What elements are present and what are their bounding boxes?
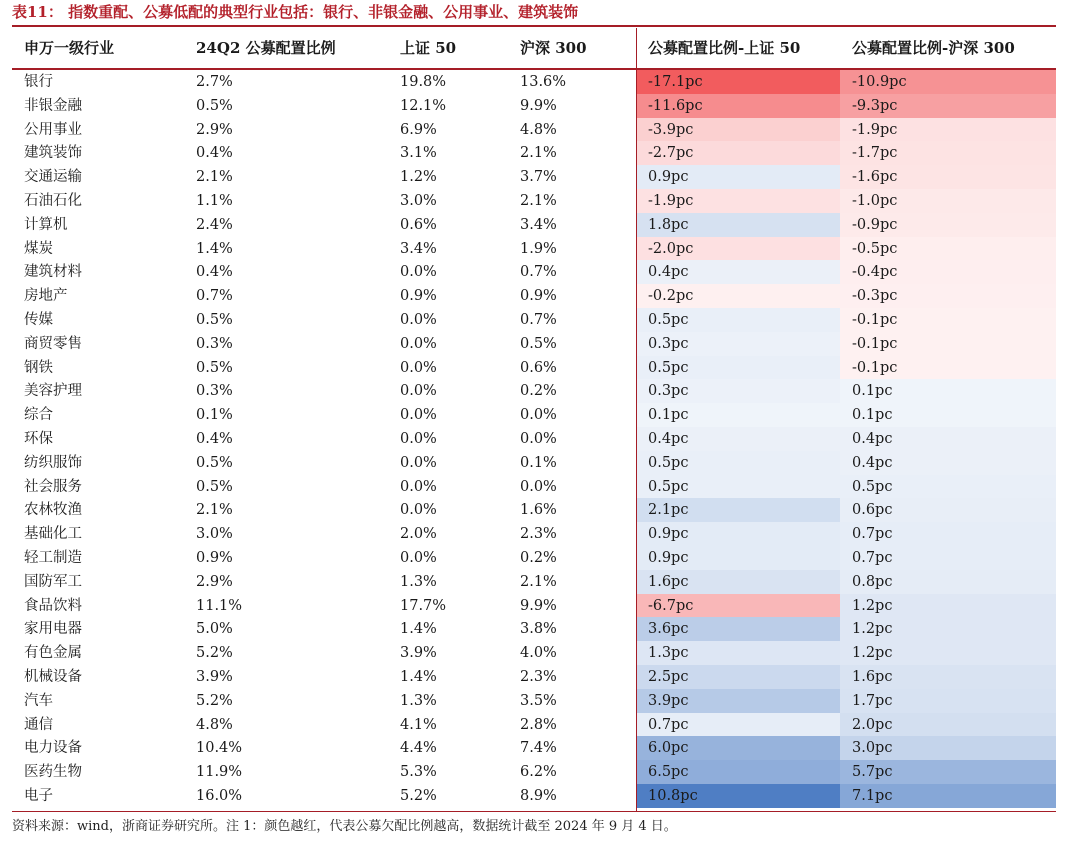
cell-hs300: 2.3% xyxy=(520,526,557,543)
cell-hs300: 9.9% xyxy=(520,97,557,114)
cell-fund-ratio: 0.4% xyxy=(196,430,233,447)
cell-hs300: 2.1% xyxy=(520,145,557,162)
cell-industry: 建筑装饰 xyxy=(24,145,82,162)
header-fund-ratio: 24Q2 公募配置比例 xyxy=(196,39,336,57)
cell-fund-ratio: 0.3% xyxy=(196,383,233,400)
cell-sz50: 0.0% xyxy=(400,383,437,400)
top-rule xyxy=(12,25,1056,27)
cell-industry: 商贸零售 xyxy=(24,335,82,352)
cell-fund-ratio: 1.1% xyxy=(196,192,233,209)
table-row xyxy=(12,379,1056,403)
cell-hs300: 8.9% xyxy=(520,787,557,804)
cell-industry: 基础化工 xyxy=(24,526,82,543)
cell-industry: 电子 xyxy=(24,787,53,804)
cell-diff-hs300: 0.6pc xyxy=(852,502,893,519)
table-body xyxy=(12,70,1056,808)
cell-industry: 公用事业 xyxy=(24,121,82,138)
cell-fund-ratio: 16.0% xyxy=(196,787,243,804)
table-row xyxy=(12,70,1056,94)
cell-fund-ratio: 0.4% xyxy=(196,145,233,162)
cell-diff-hs300: -0.5pc xyxy=(852,240,898,257)
cell-diff-sz50: 0.4pc xyxy=(648,264,689,281)
table-row xyxy=(12,284,1056,308)
column-separator xyxy=(636,28,637,811)
table-row xyxy=(12,356,1056,380)
cell-industry: 医药生物 xyxy=(24,764,82,781)
cell-diff-hs300: 0.1pc xyxy=(852,383,893,400)
cell-diff-sz50: 1.3pc xyxy=(648,645,689,662)
cell-industry: 汽车 xyxy=(24,692,53,709)
cell-fund-ratio: 11.9% xyxy=(196,764,243,781)
cell-diff-hs300: -1.7pc xyxy=(852,145,898,162)
cell-industry: 环保 xyxy=(24,430,53,447)
cell-fund-ratio: 0.9% xyxy=(196,549,233,566)
cell-diff-sz50: 0.9pc xyxy=(648,169,689,186)
cell-fund-ratio: 0.5% xyxy=(196,478,233,495)
cell-industry: 家用电器 xyxy=(24,621,82,638)
cell-sz50: 0.0% xyxy=(400,549,437,566)
cell-sz50: 0.0% xyxy=(400,311,437,328)
cell-industry: 有色金属 xyxy=(24,645,82,662)
cell-diff-sz50: 2.1pc xyxy=(648,502,689,519)
cell-diff-hs300: 1.6pc xyxy=(852,668,893,685)
cell-hs300: 13.6% xyxy=(520,74,567,90)
cell-diff-hs300: -1.6pc xyxy=(852,169,898,186)
cell-diff-sz50: 0.9pc xyxy=(648,526,689,543)
cell-sz50: 0.0% xyxy=(400,407,437,424)
cell-sz50: 3.9% xyxy=(400,645,437,662)
table-row xyxy=(12,332,1056,356)
cell-hs300: 0.9% xyxy=(520,288,557,305)
cell-hs300: 2.3% xyxy=(520,668,557,685)
cell-diff-sz50: 0.5pc xyxy=(648,359,689,376)
table-row xyxy=(12,213,1056,237)
cell-hs300: 2.1% xyxy=(520,192,557,209)
cell-diff-sz50: 0.3pc xyxy=(648,383,689,400)
cell-hs300: 1.6% xyxy=(520,502,557,519)
cell-diff-hs300: -9.3pc xyxy=(852,97,898,114)
cell-hs300: 1.9% xyxy=(520,240,557,257)
cell-diff-sz50: 1.6pc xyxy=(648,573,689,590)
table-row xyxy=(12,760,1056,784)
cell-industry: 通信 xyxy=(24,716,53,733)
cell-sz50: 0.0% xyxy=(400,478,437,495)
cell-hs300: 0.0% xyxy=(520,407,557,424)
cell-hs300: 9.9% xyxy=(520,597,557,614)
cell-hs300: 0.2% xyxy=(520,383,557,400)
cell-fund-ratio: 0.5% xyxy=(196,359,233,376)
cell-industry: 农林牧渔 xyxy=(24,502,82,519)
cell-diff-sz50: 0.7pc xyxy=(648,716,689,733)
cell-sz50: 0.9% xyxy=(400,288,437,305)
cell-sz50: 1.4% xyxy=(400,621,437,638)
table-row xyxy=(12,736,1056,760)
cell-diff-sz50: 10.8pc xyxy=(648,787,698,804)
cell-industry: 机械设备 xyxy=(24,668,82,685)
cell-diff-sz50: -17.1pc xyxy=(648,74,703,90)
table-row xyxy=(12,689,1056,713)
table-row xyxy=(12,498,1056,522)
cell-hs300: 2.8% xyxy=(520,716,557,733)
cell-diff-sz50: 3.9pc xyxy=(648,692,689,709)
table-row xyxy=(12,475,1056,499)
cell-industry: 食品饮料 xyxy=(24,597,82,614)
cell-diff-hs300: 3.0pc xyxy=(852,740,893,757)
cell-hs300: 0.0% xyxy=(520,478,557,495)
table-row xyxy=(12,594,1056,618)
cell-diff-hs300: 1.2pc xyxy=(852,597,893,614)
table-row xyxy=(12,665,1056,689)
cell-industry: 传媒 xyxy=(24,311,53,328)
cell-diff-sz50: -11.6pc xyxy=(648,97,703,114)
table-row xyxy=(12,784,1056,808)
table-row xyxy=(12,570,1056,594)
cell-diff-sz50: 3.6pc xyxy=(648,621,689,638)
cell-hs300: 3.7% xyxy=(520,169,557,186)
cell-hs300: 0.7% xyxy=(520,264,557,281)
cell-diff-sz50: -2.0pc xyxy=(648,240,694,257)
cell-industry: 计算机 xyxy=(24,216,68,233)
table-header xyxy=(12,28,1056,68)
cell-sz50: 19.8% xyxy=(400,74,447,90)
cell-industry: 银行 xyxy=(24,74,53,90)
table-row xyxy=(12,94,1056,118)
cell-sz50: 3.1% xyxy=(400,145,437,162)
cell-diff-sz50: 0.5pc xyxy=(648,454,689,471)
cell-diff-sz50: -3.9pc xyxy=(648,121,694,138)
cell-industry: 纺织服饰 xyxy=(24,454,82,471)
cell-diff-hs300: 1.7pc xyxy=(852,692,893,709)
cell-hs300: 0.5% xyxy=(520,335,557,352)
cell-sz50: 3.4% xyxy=(400,240,437,257)
table-row xyxy=(12,427,1056,451)
cell-diff-hs300: -0.9pc xyxy=(852,216,898,233)
cell-diff-hs300: 0.8pc xyxy=(852,573,893,590)
header-sz50: 上证 50 xyxy=(400,39,457,57)
cell-fund-ratio: 2.7% xyxy=(196,74,233,90)
cell-diff-sz50: -2.7pc xyxy=(648,145,694,162)
cell-hs300: 4.8% xyxy=(520,121,557,138)
header-hs300: 沪深 300 xyxy=(520,39,587,57)
cell-industry: 煤炭 xyxy=(24,240,53,257)
cell-diff-sz50: 2.5pc xyxy=(648,668,689,685)
cell-diff-sz50: 0.1pc xyxy=(648,407,689,424)
cell-sz50: 17.7% xyxy=(400,597,447,614)
cell-diff-hs300: -0.1pc xyxy=(852,311,898,328)
cell-sz50: 3.0% xyxy=(400,192,437,209)
cell-sz50: 0.0% xyxy=(400,502,437,519)
cell-fund-ratio: 5.2% xyxy=(196,692,233,709)
cell-sz50: 5.2% xyxy=(400,787,437,804)
cell-hs300: 2.1% xyxy=(520,573,557,590)
cell-sz50: 5.3% xyxy=(400,764,437,781)
cell-fund-ratio: 2.1% xyxy=(196,169,233,186)
table-title: 表11： 指数重配、公募低配的典型行业包括：银行、非银金融、公用事业、建筑装饰 xyxy=(12,3,579,21)
cell-fund-ratio: 3.0% xyxy=(196,526,233,543)
table-row xyxy=(12,260,1056,284)
table-row xyxy=(12,617,1056,641)
table-row xyxy=(12,189,1056,213)
cell-fund-ratio: 5.2% xyxy=(196,645,233,662)
cell-industry: 美容护理 xyxy=(24,383,82,400)
table-row xyxy=(12,118,1056,142)
cell-diff-sz50: -1.9pc xyxy=(648,192,694,209)
cell-fund-ratio: 2.9% xyxy=(196,121,233,138)
cell-diff-sz50: 0.9pc xyxy=(648,549,689,566)
cell-industry: 综合 xyxy=(24,407,53,424)
cell-diff-sz50: 1.8pc xyxy=(648,216,689,233)
cell-diff-hs300: -0.3pc xyxy=(852,288,898,305)
table-row xyxy=(12,237,1056,261)
table-row xyxy=(12,546,1056,570)
table-row xyxy=(12,403,1056,427)
cell-diff-hs300: 0.7pc xyxy=(852,549,893,566)
cell-industry: 社会服务 xyxy=(24,478,82,495)
cell-industry: 非银金融 xyxy=(24,97,82,114)
cell-diff-hs300: -10.9pc xyxy=(852,74,907,90)
source-note: 资料来源：wind，浙商证券研究所。注 1：颜色越红，代表公募欠配比例越高，数据统计截至 2024 年 9 月 4 日。 xyxy=(12,819,677,834)
cell-fund-ratio: 5.0% xyxy=(196,621,233,638)
cell-fund-ratio: 0.1% xyxy=(196,407,233,424)
cell-industry: 钢铁 xyxy=(24,359,53,376)
cell-sz50: 4.4% xyxy=(400,740,437,757)
cell-fund-ratio: 0.4% xyxy=(196,264,233,281)
cell-diff-sz50: 0.5pc xyxy=(648,478,689,495)
cell-hs300: 0.7% xyxy=(520,311,557,328)
table-row xyxy=(12,641,1056,665)
cell-diff-hs300: 1.2pc xyxy=(852,645,893,662)
cell-diff-sz50: 6.5pc xyxy=(648,764,689,781)
cell-sz50: 1.4% xyxy=(400,668,437,685)
cell-diff-hs300: 0.7pc xyxy=(852,526,893,543)
cell-fund-ratio: 3.9% xyxy=(196,668,233,685)
cell-sz50: 6.9% xyxy=(400,121,437,138)
cell-diff-hs300: 0.1pc xyxy=(852,407,893,424)
cell-diff-hs300: -0.1pc xyxy=(852,359,898,376)
cell-fund-ratio: 2.4% xyxy=(196,216,233,233)
cell-fund-ratio: 11.1% xyxy=(196,597,243,614)
cell-hs300: 4.0% xyxy=(520,645,557,662)
cell-hs300: 3.8% xyxy=(520,621,557,638)
cell-sz50: 0.6% xyxy=(400,216,437,233)
cell-hs300: 7.4% xyxy=(520,740,557,757)
table-row xyxy=(12,522,1056,546)
cell-fund-ratio: 10.4% xyxy=(196,740,243,757)
cell-hs300: 6.2% xyxy=(520,764,557,781)
cell-diff-sz50: -0.2pc xyxy=(648,288,694,305)
table-row xyxy=(12,308,1056,332)
cell-sz50: 0.0% xyxy=(400,359,437,376)
cell-industry: 建筑材料 xyxy=(24,264,82,281)
cell-hs300: 0.0% xyxy=(520,430,557,447)
cell-industry: 轻工制造 xyxy=(24,549,82,566)
cell-fund-ratio: 0.3% xyxy=(196,335,233,352)
cell-industry: 房地产 xyxy=(24,288,68,305)
cell-hs300: 0.2% xyxy=(520,549,557,566)
cell-diff-hs300: 2.0pc xyxy=(852,716,893,733)
cell-sz50: 1.3% xyxy=(400,692,437,709)
table-row xyxy=(12,141,1056,165)
cell-diff-hs300: 5.7pc xyxy=(852,764,893,781)
cell-diff-hs300: 0.5pc xyxy=(852,478,893,495)
cell-diff-sz50: 0.4pc xyxy=(648,430,689,447)
cell-sz50: 0.0% xyxy=(400,264,437,281)
cell-fund-ratio: 1.4% xyxy=(196,240,233,257)
cell-fund-ratio: 2.9% xyxy=(196,573,233,590)
cell-sz50: 0.0% xyxy=(400,454,437,471)
cell-industry: 国防军工 xyxy=(24,573,82,590)
cell-sz50: 0.0% xyxy=(400,430,437,447)
cell-fund-ratio: 4.8% xyxy=(196,716,233,733)
cell-hs300: 0.1% xyxy=(520,454,557,471)
cell-diff-sz50: 0.5pc xyxy=(648,311,689,328)
cell-sz50: 12.1% xyxy=(400,97,447,114)
cell-sz50: 0.0% xyxy=(400,335,437,352)
cell-fund-ratio: 0.5% xyxy=(196,454,233,471)
cell-sz50: 1.3% xyxy=(400,573,437,590)
bottom-rule xyxy=(12,811,1056,812)
cell-industry: 石油石化 xyxy=(24,192,82,209)
table-row xyxy=(12,165,1056,189)
cell-hs300: 0.6% xyxy=(520,359,557,376)
cell-fund-ratio: 2.1% xyxy=(196,502,233,519)
header-diff-sz50: 公募配置比例-上证 50 xyxy=(648,39,801,57)
cell-diff-sz50: 6.0pc xyxy=(648,740,689,757)
cell-diff-hs300: -0.1pc xyxy=(852,335,898,352)
cell-hs300: 3.4% xyxy=(520,216,557,233)
cell-diff-sz50: 0.3pc xyxy=(648,335,689,352)
table-row xyxy=(12,713,1056,737)
cell-diff-hs300: 0.4pc xyxy=(852,430,893,447)
cell-diff-hs300: 0.4pc xyxy=(852,454,893,471)
cell-diff-hs300: 1.2pc xyxy=(852,621,893,638)
cell-diff-hs300: -0.4pc xyxy=(852,264,898,281)
cell-fund-ratio: 0.7% xyxy=(196,288,233,305)
header-diff-hs300: 公募配置比例-沪深 300 xyxy=(852,39,1015,57)
cell-sz50: 2.0% xyxy=(400,526,437,543)
cell-sz50: 1.2% xyxy=(400,169,437,186)
cell-industry: 电力设备 xyxy=(24,740,82,757)
header-industry: 申万一级行业 xyxy=(24,39,115,57)
cell-diff-hs300: 7.1pc xyxy=(852,787,893,804)
cell-hs300: 3.5% xyxy=(520,692,557,709)
table-row xyxy=(12,451,1056,475)
cell-fund-ratio: 0.5% xyxy=(196,97,233,114)
cell-fund-ratio: 0.5% xyxy=(196,311,233,328)
cell-diff-sz50: -6.7pc xyxy=(648,597,694,614)
cell-diff-hs300: -1.0pc xyxy=(852,192,898,209)
cell-diff-hs300: -1.9pc xyxy=(852,121,898,138)
cell-industry: 交通运输 xyxy=(24,169,82,186)
cell-sz50: 4.1% xyxy=(400,716,437,733)
